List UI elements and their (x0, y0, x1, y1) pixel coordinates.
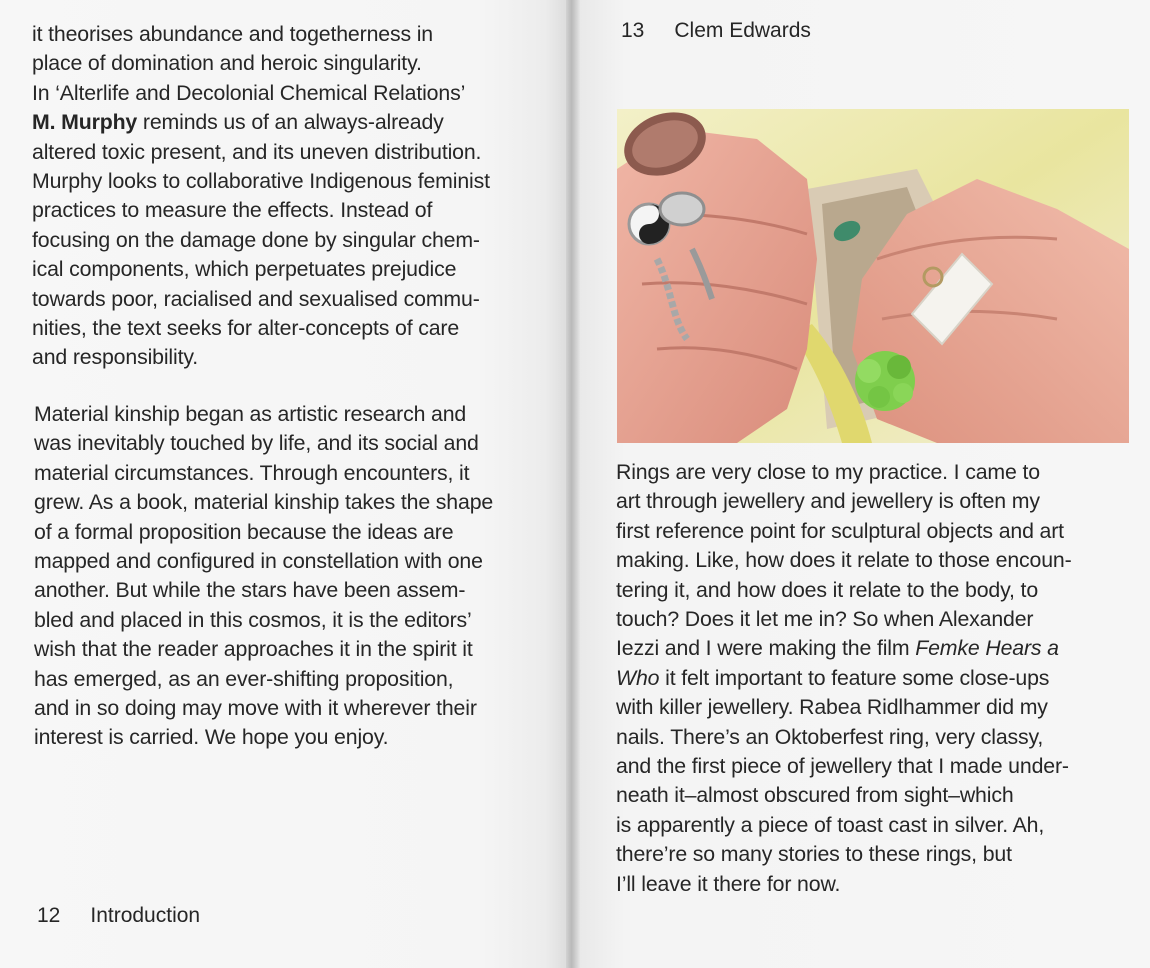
text-line: ical components, which perpetuates prejudice (32, 257, 457, 282)
text-line: making. Like, how does it relate to those encoun- (616, 548, 1072, 573)
text-line: and responsibility. (32, 345, 199, 370)
text-line: of a formal proposition because the ideas are (34, 519, 454, 544)
text-line: Material kinship began as artistic research and (34, 402, 467, 426)
text-line (616, 634, 1072, 663)
rings-photo (617, 109, 1129, 443)
text-line: nities, the text seeks for alter-concepts of care (32, 316, 460, 341)
text-line: bled and placed in this cosmos, it is the editors’ (34, 607, 472, 632)
text-line: art through jewellery and jewellery is often my (616, 489, 1040, 514)
text-run: reminds us of an always-already (137, 110, 444, 135)
text-line: with killer jewellery. Rabea Ridlhammer did my (616, 695, 1048, 720)
text-line: it theorises abundance and togetherness in (32, 22, 433, 46)
section-title: Introduction (90, 904, 201, 927)
text-line: touch? Does it let me in? So when Alexander (616, 607, 1034, 632)
text-line: In ‘Alterlife and Decolonial Chemical Relations’ (32, 80, 466, 105)
text-run: Iezzi and I were making the film (616, 636, 916, 661)
text-line: nails. There’s an Oktoberfest ring, very classy, (616, 724, 1044, 749)
text-line: and in so doing may move with it wherever their (34, 696, 477, 721)
text-line: has emerged, as an ever-shifting proposition, (34, 666, 454, 691)
page-footer-left (37, 904, 200, 928)
book-spine (566, 0, 580, 968)
text-line: altered toxic present, and its uneven distribution. (32, 139, 482, 164)
text-line: focusing on the damage done by singular chem- (32, 227, 480, 252)
text-line: place of domination and heroic singularity. (32, 51, 422, 76)
section-title: Clem Edwards (674, 19, 811, 42)
text-line: towards poor, racialised and sexualised commu- (32, 286, 480, 311)
page-number: 12 (37, 904, 61, 927)
text-line: I’ll leave it there for now. (616, 871, 841, 896)
text-line: and the first piece of jewellery that I made under- (616, 754, 1069, 779)
text-line (616, 664, 1072, 693)
page-number: 13 (621, 19, 645, 42)
author-name-bold: M. Murphy (32, 110, 138, 135)
text-line: material circumstances. Through encounters, it (34, 460, 470, 485)
text-line: another. But while the stars have been assem- (34, 578, 466, 603)
film-title-italic: Who (616, 665, 660, 690)
text-line: tering it, and how does it relate to the body, to (616, 577, 1039, 602)
left-paragraph-2 (34, 400, 493, 753)
hands-with-rings-illustration (617, 109, 1129, 443)
text-line: interest is carried. We hope you enjoy. (34, 725, 389, 750)
text-line: practices to measure the effects. Instead of (32, 198, 433, 223)
text-line: grew. As a book, material kinship takes the shape (34, 490, 494, 515)
text-line: there’re so many stories to these rings, but (616, 842, 1012, 867)
text-line: mapped and configured in constellation with one (34, 549, 483, 574)
text-run: it felt important to feature some close-ups (659, 665, 1050, 690)
page-header-right (621, 19, 811, 43)
text-line: wish that the reader approaches it in the spirit it (34, 637, 473, 662)
right-paragraph (616, 458, 1072, 899)
left-paragraph-1 (32, 20, 490, 373)
text-line: Murphy looks to collaborative Indigenous feminist (32, 169, 490, 194)
text-line: Rings are very close to my practice. I came to (616, 460, 1040, 484)
text-line: neath it–almost obscured from sight–which (616, 783, 1014, 808)
text-line (32, 108, 490, 137)
text-line: is apparently a piece of toast cast in silver. Ah, (616, 812, 1045, 837)
text-line: was inevitably touched by life, and its social and (34, 431, 479, 456)
text-line: first reference point for sculptural objects and art (616, 518, 1064, 543)
film-title-italic: Femke Hears a (915, 636, 1059, 661)
